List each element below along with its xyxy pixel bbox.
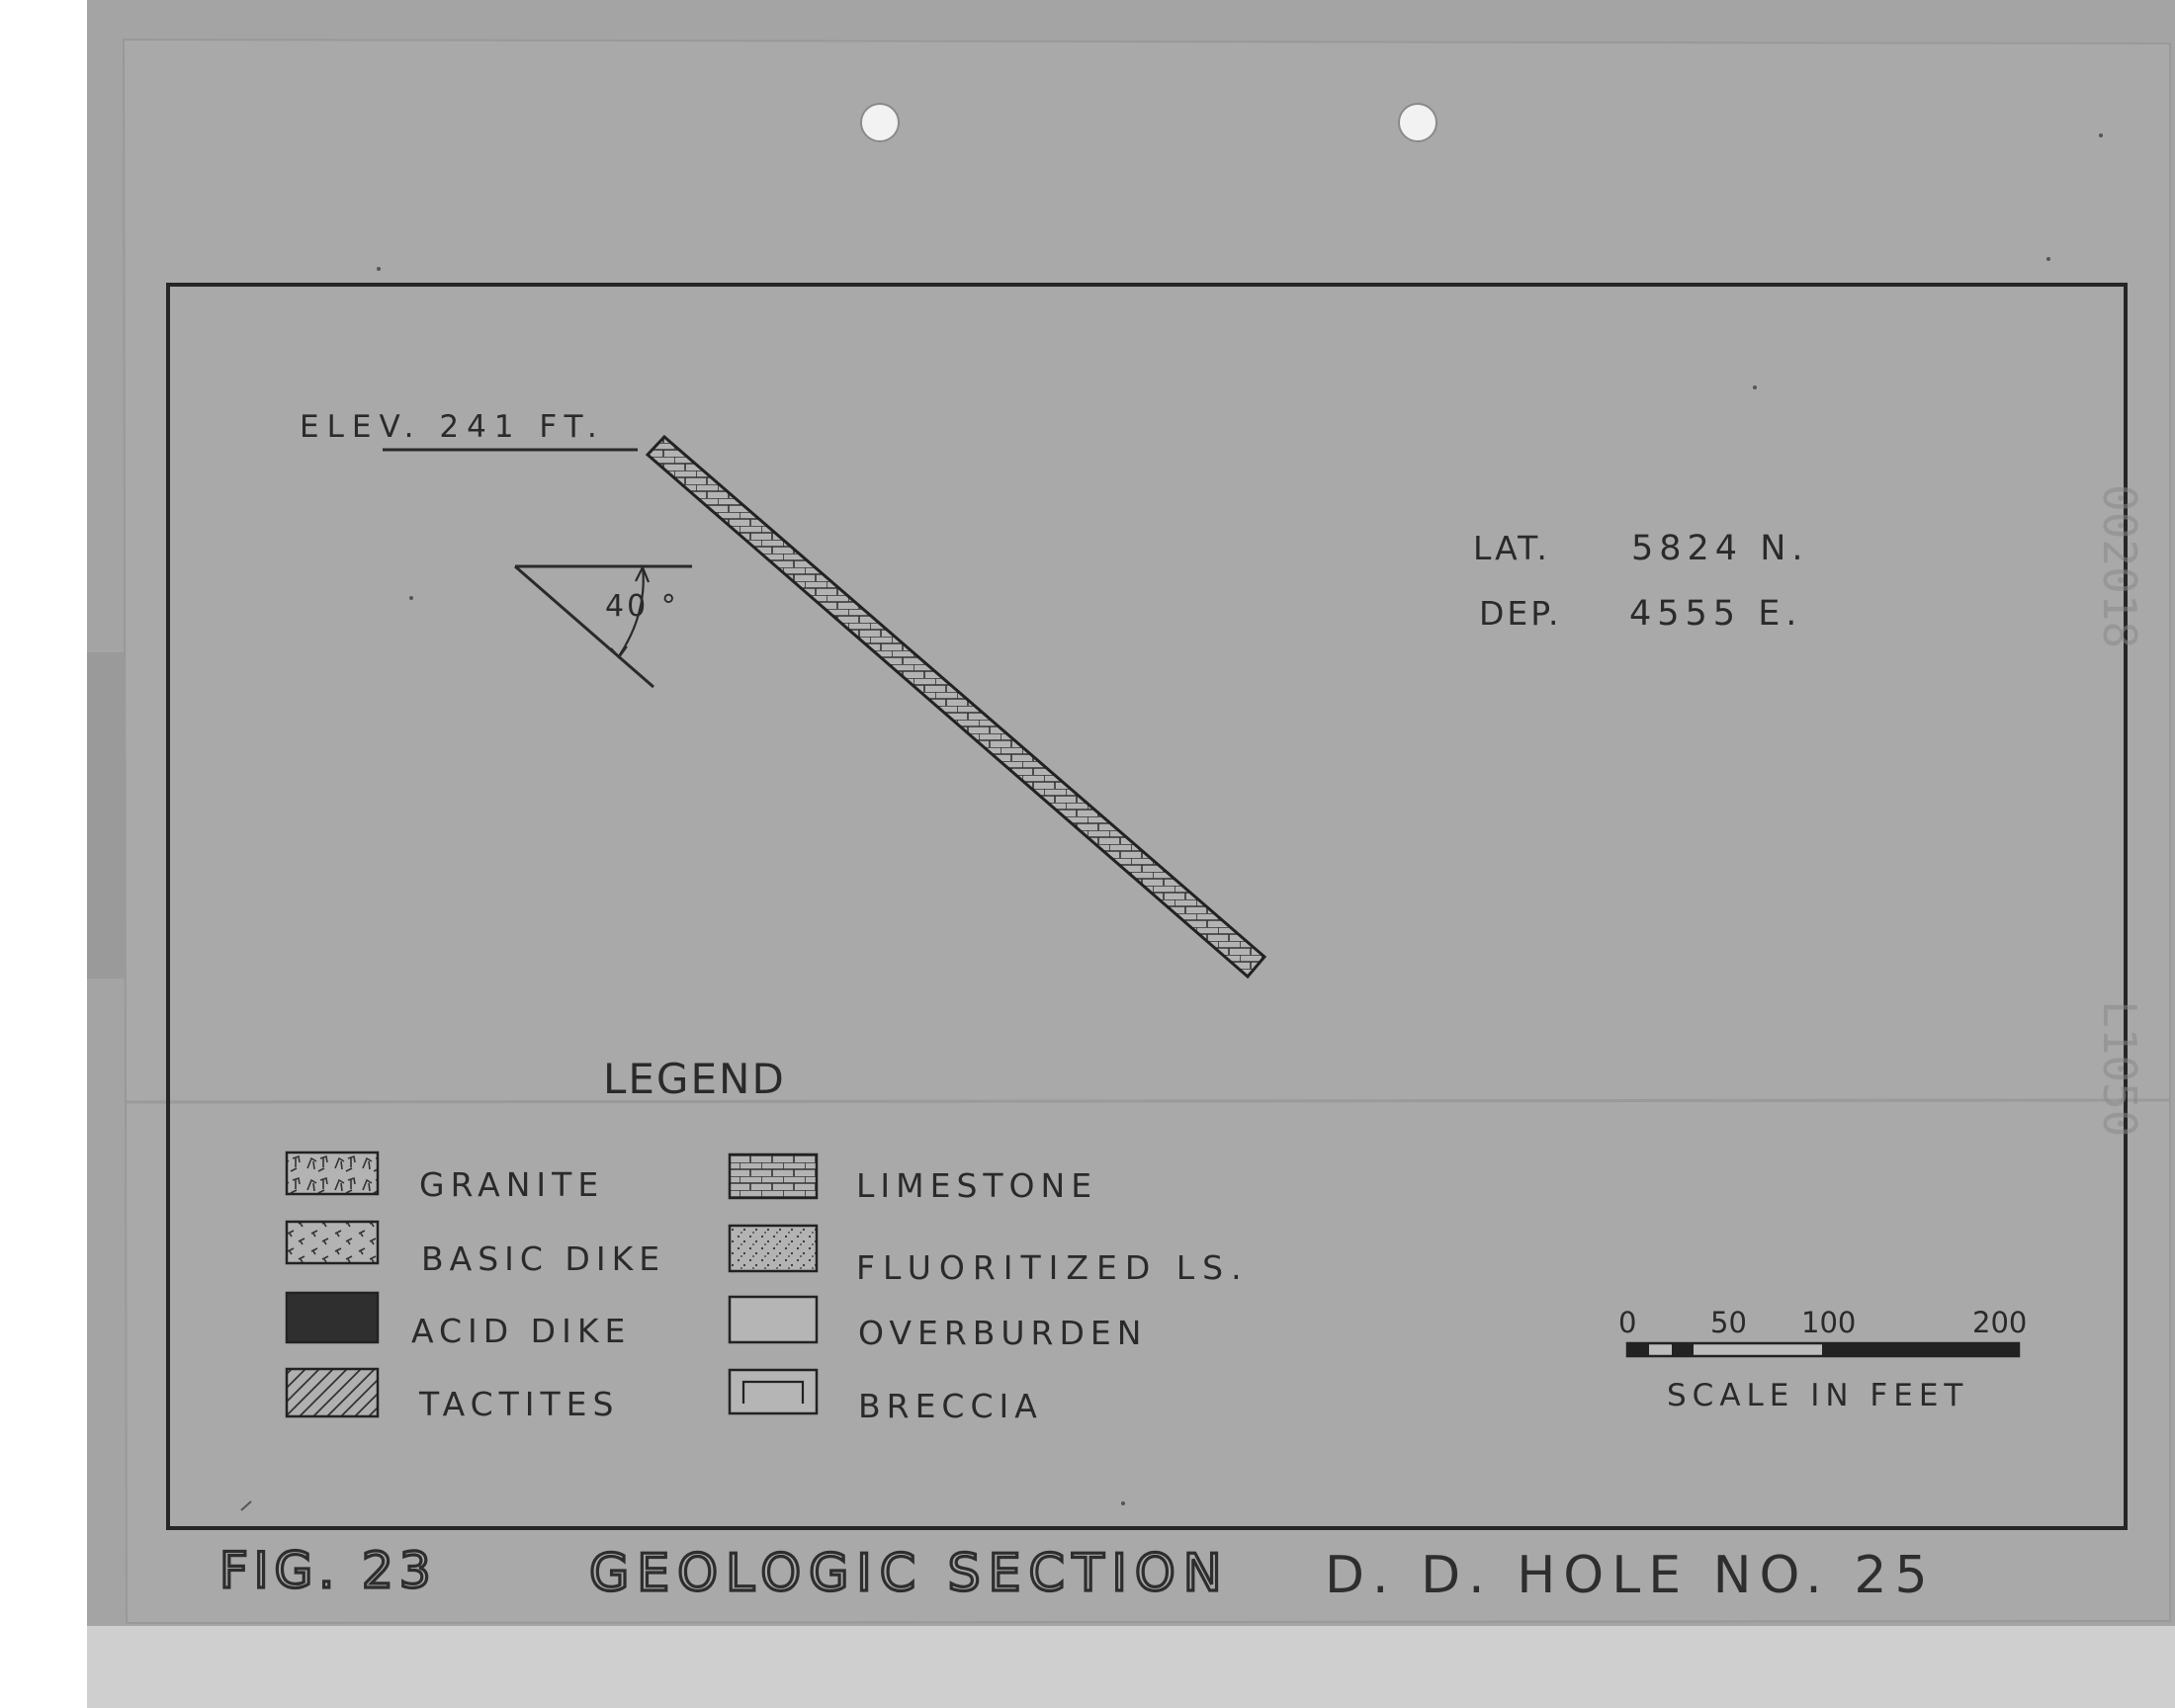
speck xyxy=(377,267,381,271)
scale-bar-segment-0-25 xyxy=(1627,1343,1649,1356)
departure-value: 4555 E. xyxy=(1629,594,1803,634)
scale-tick-100: 100 xyxy=(1801,1306,1857,1339)
speck xyxy=(409,596,413,600)
speck xyxy=(2046,257,2050,261)
scale-tick-0: 0 xyxy=(1618,1306,1637,1339)
legend-label-tactites: TACTITES xyxy=(419,1385,620,1423)
legend-title: LEGEND xyxy=(603,1055,786,1103)
dip-angle-label: 40 ° xyxy=(605,589,679,624)
legend-swatch-basic-dike xyxy=(287,1222,378,1263)
legend-label-acid-dike: ACID DIKE xyxy=(411,1312,632,1350)
card-fold-line xyxy=(127,1100,2170,1102)
legend-label-granite: GRANITE xyxy=(419,1165,605,1204)
binder-hole-left xyxy=(861,104,899,141)
legend-label-limestone: LIMESTONE xyxy=(856,1166,1098,1205)
legend-swatch-acid-dike xyxy=(287,1293,378,1342)
scale-bar-segment-100-200 xyxy=(1822,1343,2019,1356)
scale-tick-200: 200 xyxy=(1972,1306,2028,1339)
speck xyxy=(1121,1501,1125,1505)
legend-swatch-granite xyxy=(287,1153,378,1194)
speck xyxy=(1753,385,1757,389)
legend-label-basic-dike: BASIC DIKE xyxy=(421,1239,666,1278)
departure-label: DEP. xyxy=(1479,594,1562,633)
legend-label-breccia: BRECCIA xyxy=(858,1387,1043,1425)
margin-stamp-bottom: L1050 xyxy=(2093,1000,2146,1138)
legend-label-overburden: OVERBURDEN xyxy=(858,1314,1148,1352)
latitude-value: 5824 N. xyxy=(1631,529,1809,568)
legend-swatch-overburden xyxy=(730,1297,817,1342)
legend-label-fluoritized: FLUORITIZED LS. xyxy=(856,1248,1250,1287)
scale-tick-50: 50 xyxy=(1710,1306,1747,1339)
legend-swatch-fluoritized xyxy=(730,1226,817,1271)
speck xyxy=(2099,133,2103,137)
scanner-left-bars xyxy=(87,652,127,979)
latitude-label: LAT. xyxy=(1473,529,1550,567)
scale-caption: SCALE IN FEET xyxy=(1667,1378,1969,1413)
figure-hole-number: D. D. HOLE NO. 25 xyxy=(1325,1546,1936,1605)
legend-swatch-limestone xyxy=(730,1154,817,1198)
margin-stamp-top: 002018 xyxy=(2093,484,2146,649)
legend-swatch-tactites xyxy=(287,1369,378,1416)
figure-title: GEOLOGIC SECTION xyxy=(589,1544,1230,1603)
elevation-label: ELEV. 241 FT. xyxy=(300,409,605,445)
figure-number: FIG. 23 xyxy=(219,1542,437,1599)
scanner-bottom-strip xyxy=(87,1626,2175,1708)
binder-hole-right xyxy=(1399,104,1436,141)
scale-bar-segment-50-75 xyxy=(1672,1343,1694,1356)
